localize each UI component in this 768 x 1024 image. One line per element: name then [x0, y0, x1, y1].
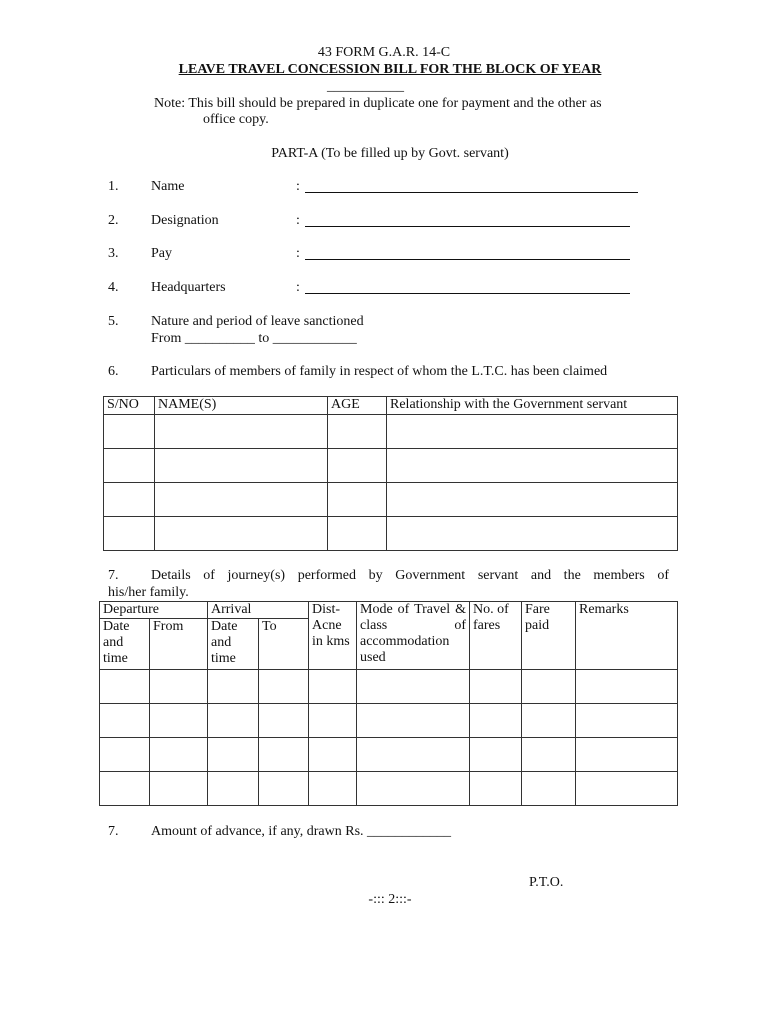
arrival-group-header: Arrival	[208, 602, 309, 619]
pay-blank[interactable]	[305, 259, 630, 260]
table-cell[interactable]	[100, 670, 150, 704]
note-line-2: office copy.	[203, 112, 269, 127]
table-cell[interactable]	[328, 483, 387, 517]
item6-label: Particulars of members of family in respect of whom the L.T.C. has been claimed	[151, 364, 608, 379]
table-cell[interactable]	[309, 670, 357, 704]
table-cell[interactable]	[150, 738, 208, 772]
table-cell[interactable]	[150, 772, 208, 806]
fare-paid-column-header: Fare paid	[522, 602, 576, 670]
table-cell[interactable]	[522, 704, 576, 738]
table-row	[100, 704, 678, 738]
note-line-1: Note: This bill should be prepared in duplicate one for payment and the other as	[154, 96, 602, 111]
remarks-column-header: Remarks	[576, 602, 678, 670]
arr-date-column-header: Date and time	[208, 619, 259, 670]
pto-label: P.T.O.	[529, 875, 564, 890]
table-cell[interactable]	[104, 483, 155, 517]
table-cell[interactable]	[357, 704, 470, 738]
table-cell[interactable]	[470, 704, 522, 738]
table-cell[interactable]	[104, 415, 155, 449]
distance-column-header: Dist-Acne in kms	[309, 602, 357, 670]
table-row	[100, 670, 678, 704]
column-header: AGE	[328, 397, 387, 415]
item7-text: Details of journey(s) performed by Government servant and the members of	[151, 568, 669, 583]
column-header: Relationship with the Government servant	[387, 397, 678, 415]
table-cell[interactable]	[576, 704, 678, 738]
table-cell[interactable]	[309, 738, 357, 772]
table-cell[interactable]	[387, 483, 678, 517]
table-cell[interactable]	[208, 772, 259, 806]
table-cell[interactable]	[328, 415, 387, 449]
table-cell[interactable]	[309, 704, 357, 738]
table-row	[100, 738, 678, 772]
form-title: LEAVE TRAVEL CONCESSION BILL FOR THE BLOCK OF YEAR	[178, 62, 602, 77]
column-header: S/NO	[104, 397, 155, 415]
table-cell[interactable]	[155, 449, 328, 483]
dep-from-column-header: From	[150, 619, 208, 670]
field-separator: :	[296, 246, 300, 261]
table-cell[interactable]	[387, 415, 678, 449]
table-cell[interactable]	[522, 670, 576, 704]
family-members-table	[103, 396, 678, 551]
page-number: -::: 2:::-	[368, 892, 412, 907]
table-cell[interactable]	[104, 449, 155, 483]
table-row	[104, 449, 678, 483]
form-number: 43 FORM G.A.R. 14-C	[317, 45, 451, 60]
item5-label: Nature and period of leave sanctioned	[151, 314, 364, 329]
item7-number: 7.	[108, 568, 119, 583]
table-cell[interactable]	[576, 670, 678, 704]
field-label: Name	[151, 179, 185, 194]
field-label: Designation	[151, 213, 219, 228]
table-cell[interactable]	[100, 704, 150, 738]
table-cell[interactable]	[522, 738, 576, 772]
table-cell[interactable]	[357, 772, 470, 806]
table-row	[100, 772, 678, 806]
table-cell[interactable]	[259, 738, 309, 772]
table-cell[interactable]	[470, 738, 522, 772]
table-cell[interactable]	[522, 772, 576, 806]
dep-date-column-header: Date and time	[100, 619, 150, 670]
field-separator: :	[296, 213, 300, 228]
designation-blank[interactable]	[305, 226, 630, 227]
table-header-row	[104, 397, 678, 415]
advance-amount-line[interactable]: Amount of advance, if any, drawn Rs. ____________	[151, 824, 452, 839]
table-cell[interactable]	[155, 415, 328, 449]
mode-column-header: Mode of Travel & class of accommodation used	[357, 602, 470, 670]
field-separator: :	[296, 280, 300, 295]
item7-text-cont: his/her family.	[108, 585, 189, 600]
table-cell[interactable]	[357, 738, 470, 772]
table-cell[interactable]	[155, 517, 328, 551]
table-cell[interactable]	[387, 517, 678, 551]
table-cell[interactable]	[150, 670, 208, 704]
table-cell[interactable]	[357, 670, 470, 704]
table-cell[interactable]	[208, 704, 259, 738]
table-cell[interactable]	[259, 670, 309, 704]
table-row	[104, 483, 678, 517]
table-cell[interactable]	[259, 772, 309, 806]
table-cell[interactable]	[470, 772, 522, 806]
table-cell[interactable]	[100, 738, 150, 772]
field-number: 2.	[108, 213, 119, 228]
field-number: 3.	[108, 246, 119, 261]
table-cell[interactable]	[208, 670, 259, 704]
year-blank: ___________	[327, 79, 404, 94]
leave-period-line[interactable]: From __________ to ____________	[151, 331, 357, 346]
table-header-row	[100, 602, 678, 619]
part-a-heading: PART-A (To be filled up by Govt. servant)	[271, 146, 509, 161]
item5-number: 5.	[108, 314, 119, 329]
table-cell[interactable]	[259, 704, 309, 738]
item6-number: 6.	[108, 364, 119, 379]
arr-to-column-header: To	[259, 619, 309, 670]
table-cell[interactable]	[208, 738, 259, 772]
field-label: Pay	[151, 246, 172, 261]
table-row	[104, 517, 678, 551]
table-cell[interactable]	[576, 772, 678, 806]
table-cell[interactable]	[100, 772, 150, 806]
table-cell[interactable]	[328, 517, 387, 551]
table-cell[interactable]	[104, 517, 155, 551]
field-label: Headquarters	[151, 280, 226, 295]
column-header: NAME(S)	[155, 397, 328, 415]
table-row	[104, 415, 678, 449]
name-blank[interactable]	[305, 192, 638, 193]
field-separator: :	[296, 179, 300, 194]
table-cell[interactable]	[576, 738, 678, 772]
table-cell[interactable]	[328, 449, 387, 483]
field-number: 1.	[108, 179, 119, 194]
table-cell[interactable]	[309, 772, 357, 806]
journey-details-table	[99, 601, 678, 806]
field-number: 4.	[108, 280, 119, 295]
table-cell[interactable]	[150, 704, 208, 738]
table-cell[interactable]	[155, 483, 328, 517]
departure-group-header: Departure	[100, 602, 208, 619]
advance-number: 7.	[108, 824, 119, 839]
table-cell[interactable]	[387, 449, 678, 483]
headquarters-blank[interactable]	[305, 293, 630, 294]
table-cell[interactable]	[470, 670, 522, 704]
fares-column-header: No. of fares	[470, 602, 522, 670]
